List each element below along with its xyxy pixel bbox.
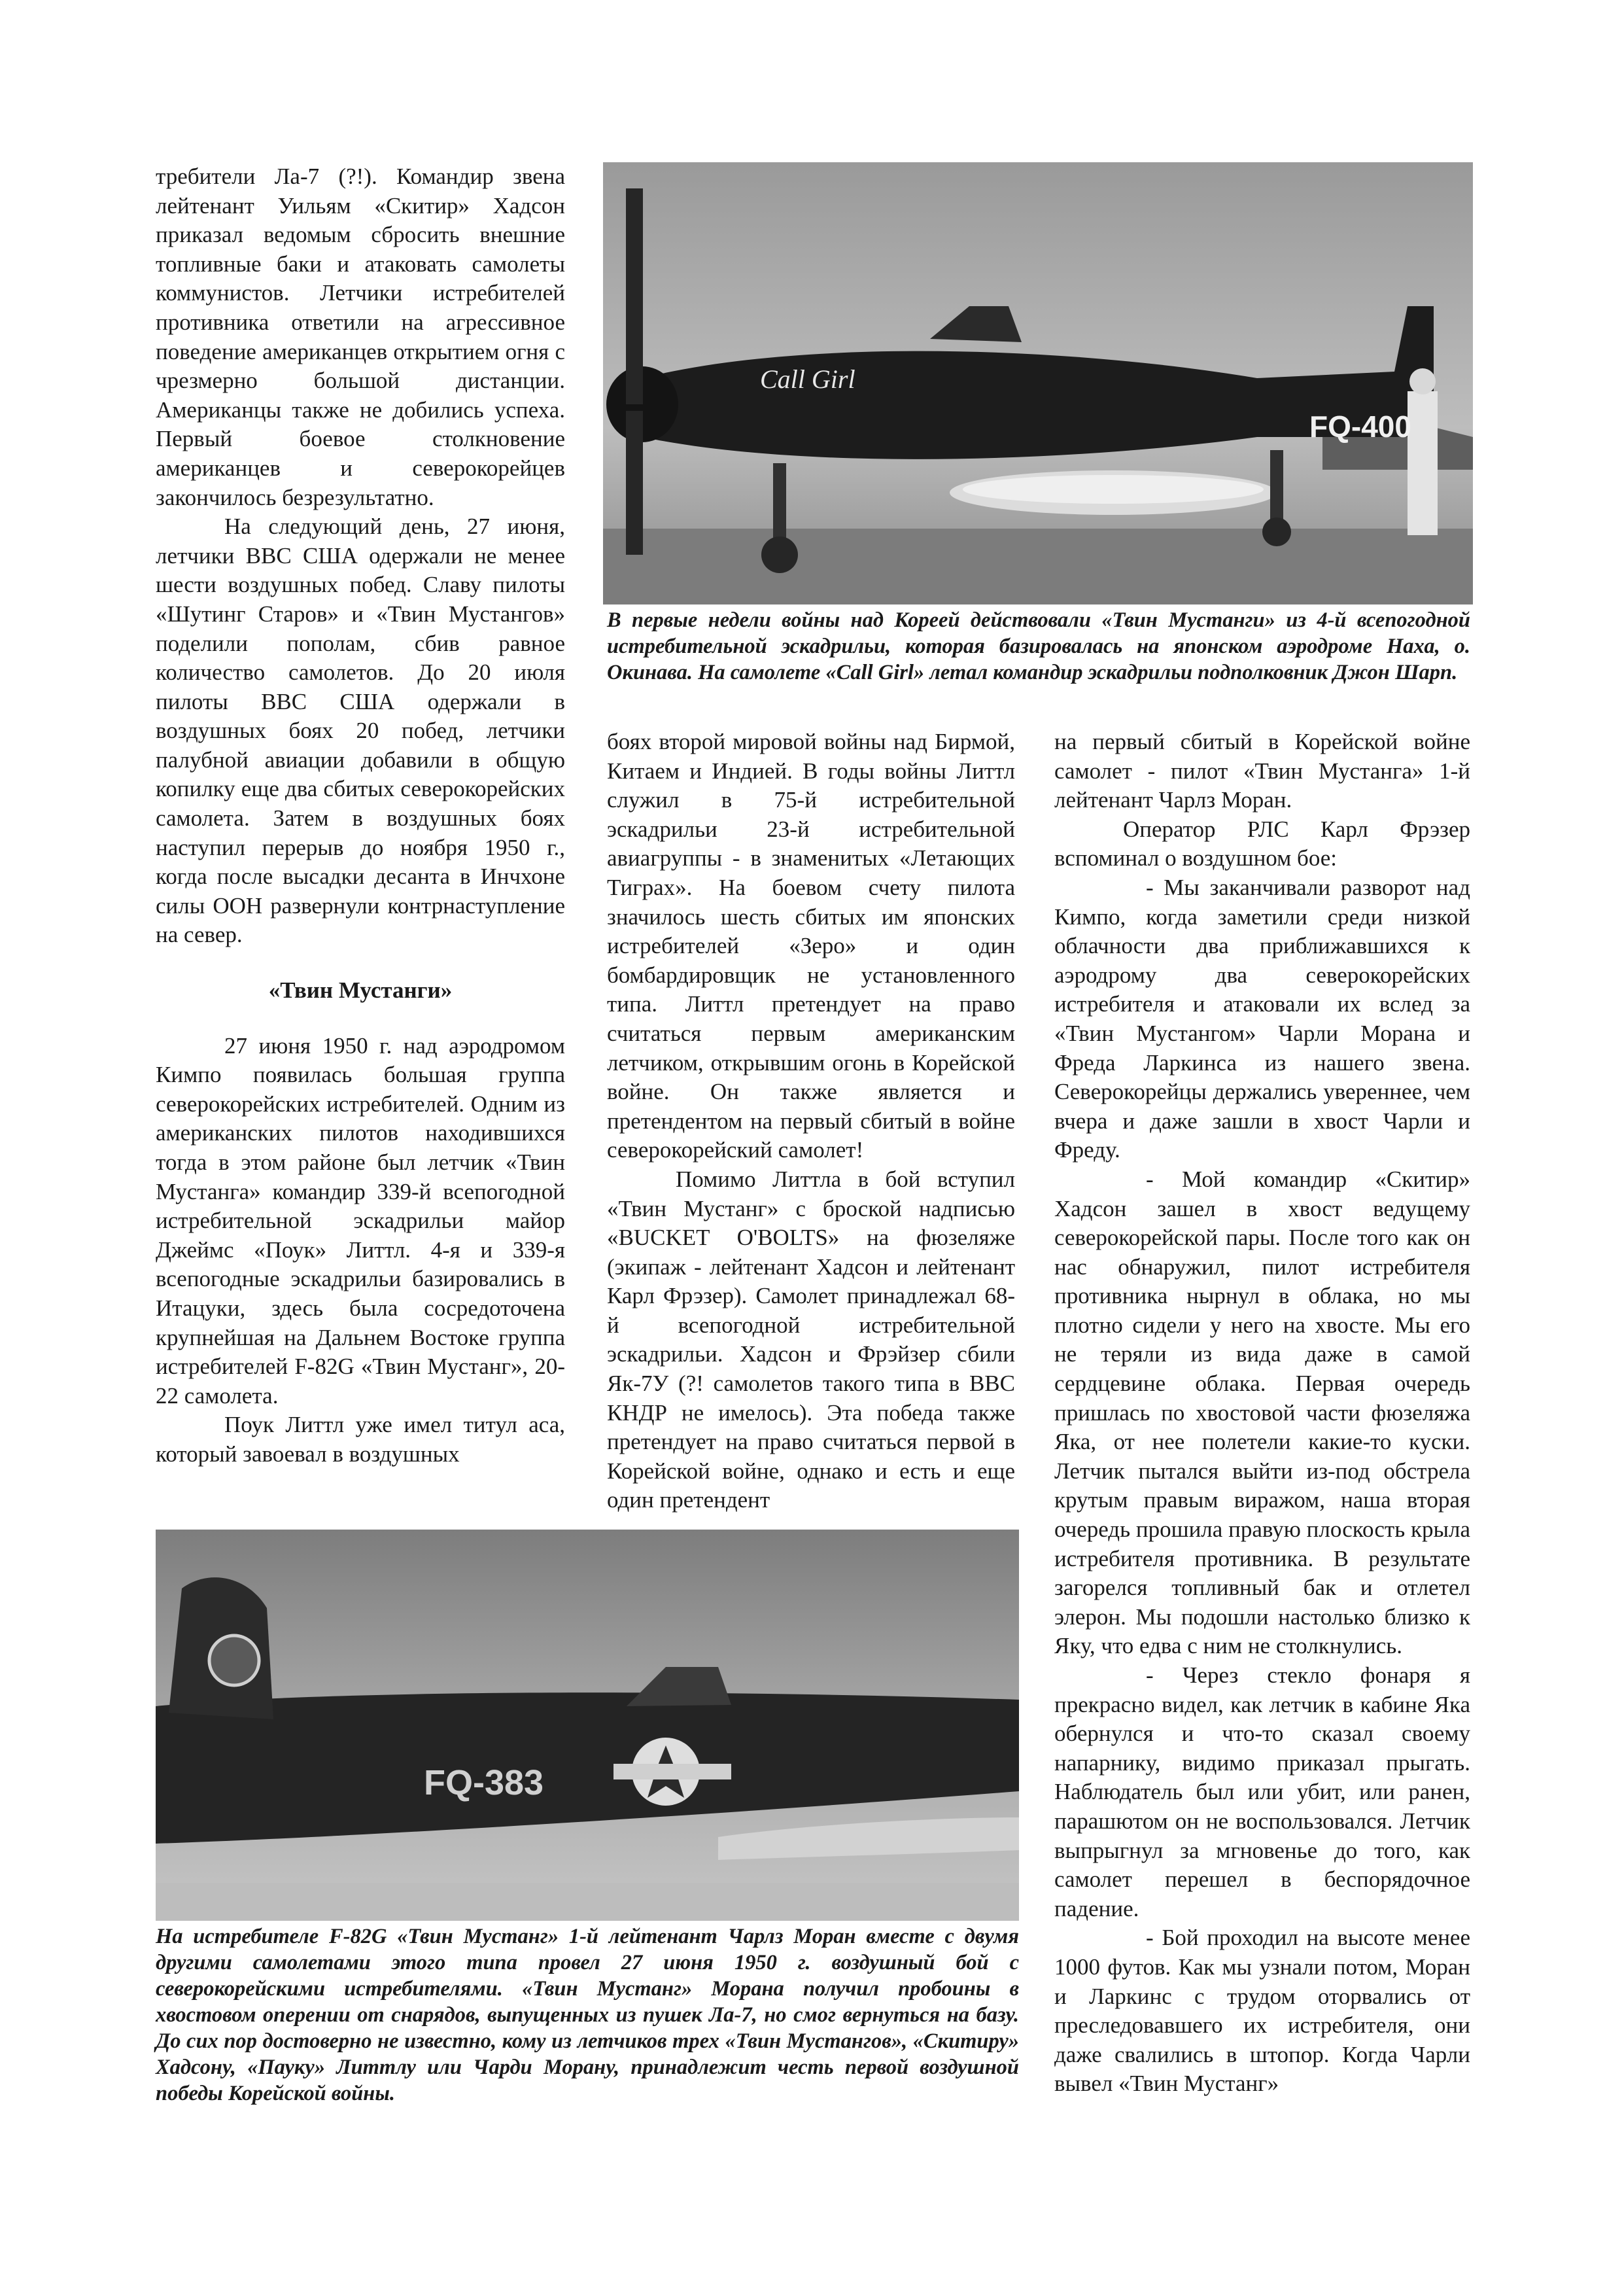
bottom-photo xyxy=(156,1530,1019,1921)
bottom-photo-caption: На истребителе F-82G «Твин Мустанг» 1-й лейтенант Чарлз Моран вместе с двумя другими самолетами этого типа провел 27 июня 1950 г. воздушный бой с северокорейскими истребителями. «Твин Мустанг» Морана получил пробоины в хвостовом оперении от снарядов, выпущенных из пушек Ла-7, но смог вернуться на базу. До сих пор достоверно не известно, кому из летчиков трех «Твин Мустангов», «Скитиру» Хадсону, «Пауку» Литтлу или Чарди Морану, принадлежит честь первой воздушной победы Корейской войны. xyxy=(156,1925,1019,2105)
left-paragraph-4: Поук Литтл уже имел титул аса, который завоевал в воздушных xyxy=(156,1412,565,1467)
right-paragraph-1: на первый сбитый в Корейской войне самолет - пилот «Твин Мустанга» 1-й лейтенант Чарлз Моран. xyxy=(1054,729,1470,813)
top-photo-caption: В первые недели войны над Кореей действовали «Твин Мустанги» из 4-й всепогодной истребительной эскадрильи, которая базировалась на японском аэродроме Наха, о. Окинава. На самолете «Call Girl» летал командир эскадрильи подполковник Джон Шарп. xyxy=(607,608,1470,684)
right-paragraph-3: - Мы заканчивали разворот над Кимпо, когда заметили среди низкой облачности два приближавшихся к аэродрому два северокорейских истребителя и атаковали их вслед за «Твин Мустангом» Чарли Морана и Фреда Ларкинса из нашего звена. Северокорейцы держались увереннее, чем вчера и даже зашли в хвост Чарли и Фреду. xyxy=(1054,874,1470,1163)
middle-paragraph-1: боях второй мировой войны над Бирмой, Китаем и Индией. В годы войны Литтл служил в 75-й истребительной эскадрильи 23-й истребительной авиагруппы - в знаменитых «Летающих Тиграх». На боевом счету пилота значилось шесть сбитых им японских истребителей «Зеро» и один бомбардировщик не установленного типа. Литтл претендует на право считаться первым американским летчиком, открывшим огонь в Корейской войне. Он также является и претендентом на первый сбитый в войне северокорейский самолет! xyxy=(607,729,1015,1163)
top-photo xyxy=(603,162,1473,604)
right-column xyxy=(1054,727,1470,2099)
middle-paragraph-2: Помимо Литтла в бой вступил «Твин Мустанг» с броской надписью «BUCKET O'BOLTS» на фюзеляже (экипаж - лейтенант Хадсон и лейтенант Карл Фрэзер). Самолет принадлежал 68-й всепогодной истребительной эскадрильи. Хадсон и Фрэйзер сбили Як-7У (?! самолетов такого типа в ВВС КНДР не имелось). Эта победа также претендует на право считаться первой в Корейской войне, однако и есть и еще один претендент xyxy=(607,1166,1015,1513)
right-paragraph-4: - Мой командир «Скитир» Хадсон зашел в хвост ведущему северокорейской пары. После того как он нас обнаружил, пилот истребителя противника нырнул в облака, но мы плотно сидели у него на хвосте. Мы его не теряли из вида даже в самой сердцевине облака. Первая очередь пришлась по хвостовой части фюзеляжа Яка, от нее полетели какие-то куски. Летчик пытался выйти из-под обстрела крутым правым виражом, наша вторая очередь прошила правую плоскость крыла истребителя противника. В результате загорелся топливный бак и отлетел элерон. Мы подошли настолько близко к Яку, что едва с ним не столкнулись. xyxy=(1054,1166,1470,1659)
tail-code-text: FQ-400 xyxy=(1309,410,1411,444)
nose-art-text: Call Girl xyxy=(760,364,855,394)
left-paragraph-3: 27 июня 1950 г. над аэродромом Кимпо появилась большая группа северокорейских истребителей. Одним из американских пилотов находившихся тогда в этом районе был летчик «Твин Мустанга» командир 339-й всепогодной истребительной эскадрильи майор Джеймс «Поук» Литтл. 4-я и 339-я всепогодные эскадрильи базировались в Итацуки, здесь была сосредоточена крупнейшая на Дальнем Востоке группа истребителей F-82G «Твин Мустанг», 20-22 самолета. xyxy=(156,1032,565,1409)
twin-mustang-moran-image xyxy=(156,1530,1019,1921)
right-paragraph-5: - Через стекло фонаря я прекрасно видел, как летчик в кабине Яка обернулся и что-то сказал своему напарнику, видимо приказал прыгать. Наблюдатель был или убит, или ранен, парашютом он не воспользовался. Летчик выпрыгнул за мгновенье до того, как самолет перешел в беспорядочное падение. xyxy=(1054,1662,1470,1921)
section-heading: «Твин Мустанги» xyxy=(268,977,453,1004)
left-paragraph-2: На следующий день, 27 июня, летчики ВВС США одержали не менее шести воздушных побед. Славу пилоты «Шутинг Старов» и «Твин Мустангов» поделили пополам, сбив равное количество самолетов. До 20 июля пилоты ВВС США одержали в воздушных боях 20 побед, летчики палубной авиации добавили в общую копилку еще два сбитых северокорейских самолета. Затем в воздушных боях наступил перерыв до ноября 1950 г., когда после высадки десанта в Инчхоне силы ООН развернули контрнаступление на север. xyxy=(156,514,565,948)
left-paragraph-1: требители Ла-7 (?!). Командир звена лейтенант Уильям «Скитир» Хадсон приказал ведомым сбросить внешние топливные баки и атаковать самолеты коммунистов. Летчики истребителей противника ответили на агрессивное поведение американцев открытием огня с чрезмерно большой дистанции. Американцы также не добились успеха. Первый боевое столкновение американцев и северокорейцев закончилось безрезультатно. xyxy=(156,164,565,510)
tail-code-text-bottom: FQ-383 xyxy=(424,1763,544,1802)
right-paragraph-2: Оператор РЛС Карл Фрэзер вспоминал о воздушном бое: xyxy=(1054,816,1470,871)
right-paragraph-6: - Бой проходил на высоте менее 1000 футов. Как мы узнали потом, Моран и Ларкинс с трудом оторвались от преследовавшего их истребителя, они даже свалились в штопор. Когда Чарли вывел «Твин Мустанг» xyxy=(1054,1925,1470,2097)
twin-mustang-call-girl-image xyxy=(603,162,1473,604)
left-column xyxy=(156,162,565,1469)
middle-column xyxy=(607,727,1015,1515)
